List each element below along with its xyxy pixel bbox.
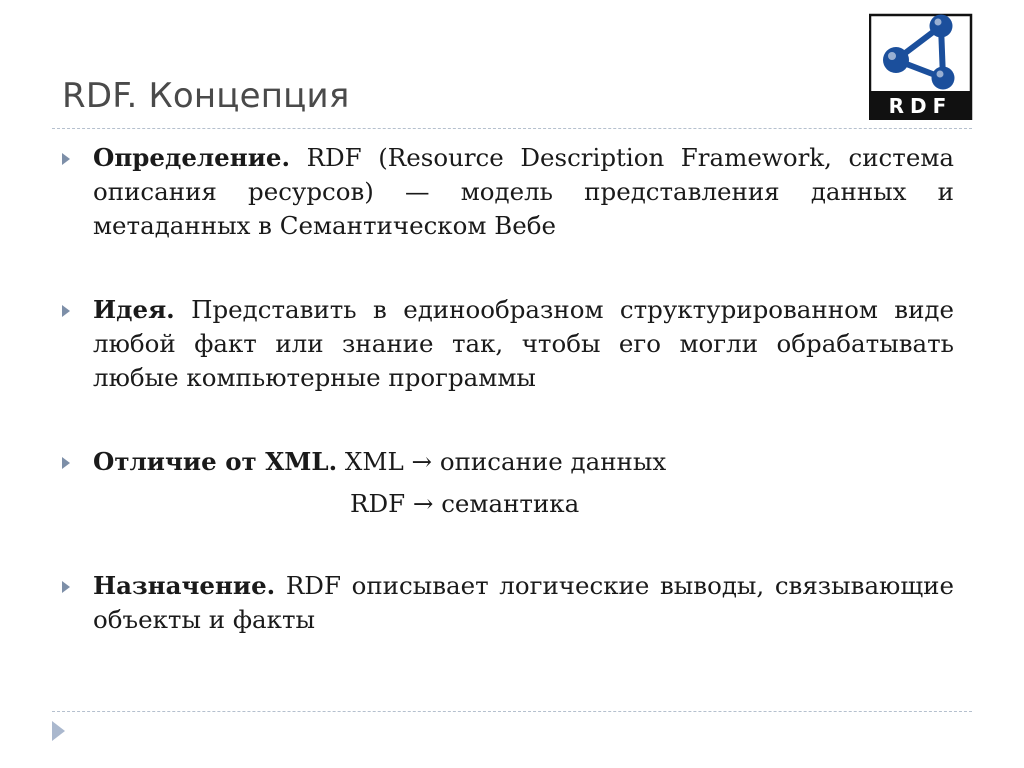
bullet-list bbox=[60, 141, 954, 637]
bullet-text: XML → описание данных bbox=[337, 447, 667, 476]
title-divider bbox=[52, 128, 972, 129]
next-slide-icon[interactable] bbox=[52, 721, 65, 741]
triangle-right-icon bbox=[62, 457, 70, 469]
bullet-text-line2: RDF → семантика bbox=[350, 489, 580, 518]
triangle-right-icon bbox=[62, 581, 70, 593]
bullet-head: Идея. bbox=[93, 295, 175, 324]
bullet-head: Отличие от XML. bbox=[93, 447, 338, 476]
logo-text: RDF bbox=[888, 94, 953, 118]
bullet-head: Назначение. bbox=[93, 571, 276, 600]
triangle-right-icon bbox=[62, 305, 70, 317]
bullet-text: Представить в единообразном структурированном виде любой факт или знание так, чтобы его могли обрабатывать любые компьютерные программы bbox=[93, 295, 954, 392]
footer-divider bbox=[52, 711, 972, 712]
triangle-right-icon bbox=[62, 153, 70, 165]
bullet-text: RDF (Resource Description Framework, система описания ресурсов) — модель представления данных и метаданных в Семантическом Вебе bbox=[93, 143, 954, 240]
rdf-logo bbox=[869, 12, 973, 120]
bullet-xml-difference bbox=[60, 445, 954, 521]
bullet-definition bbox=[60, 141, 954, 243]
bullet-idea bbox=[60, 293, 954, 395]
bullet-purpose bbox=[60, 569, 954, 637]
bullet-head: Определение. bbox=[93, 143, 290, 172]
slide-title: RDF. Концепция bbox=[62, 76, 350, 116]
bullet-text: RDF описывает логические выводы, связывающие объекты и факты bbox=[93, 571, 954, 634]
